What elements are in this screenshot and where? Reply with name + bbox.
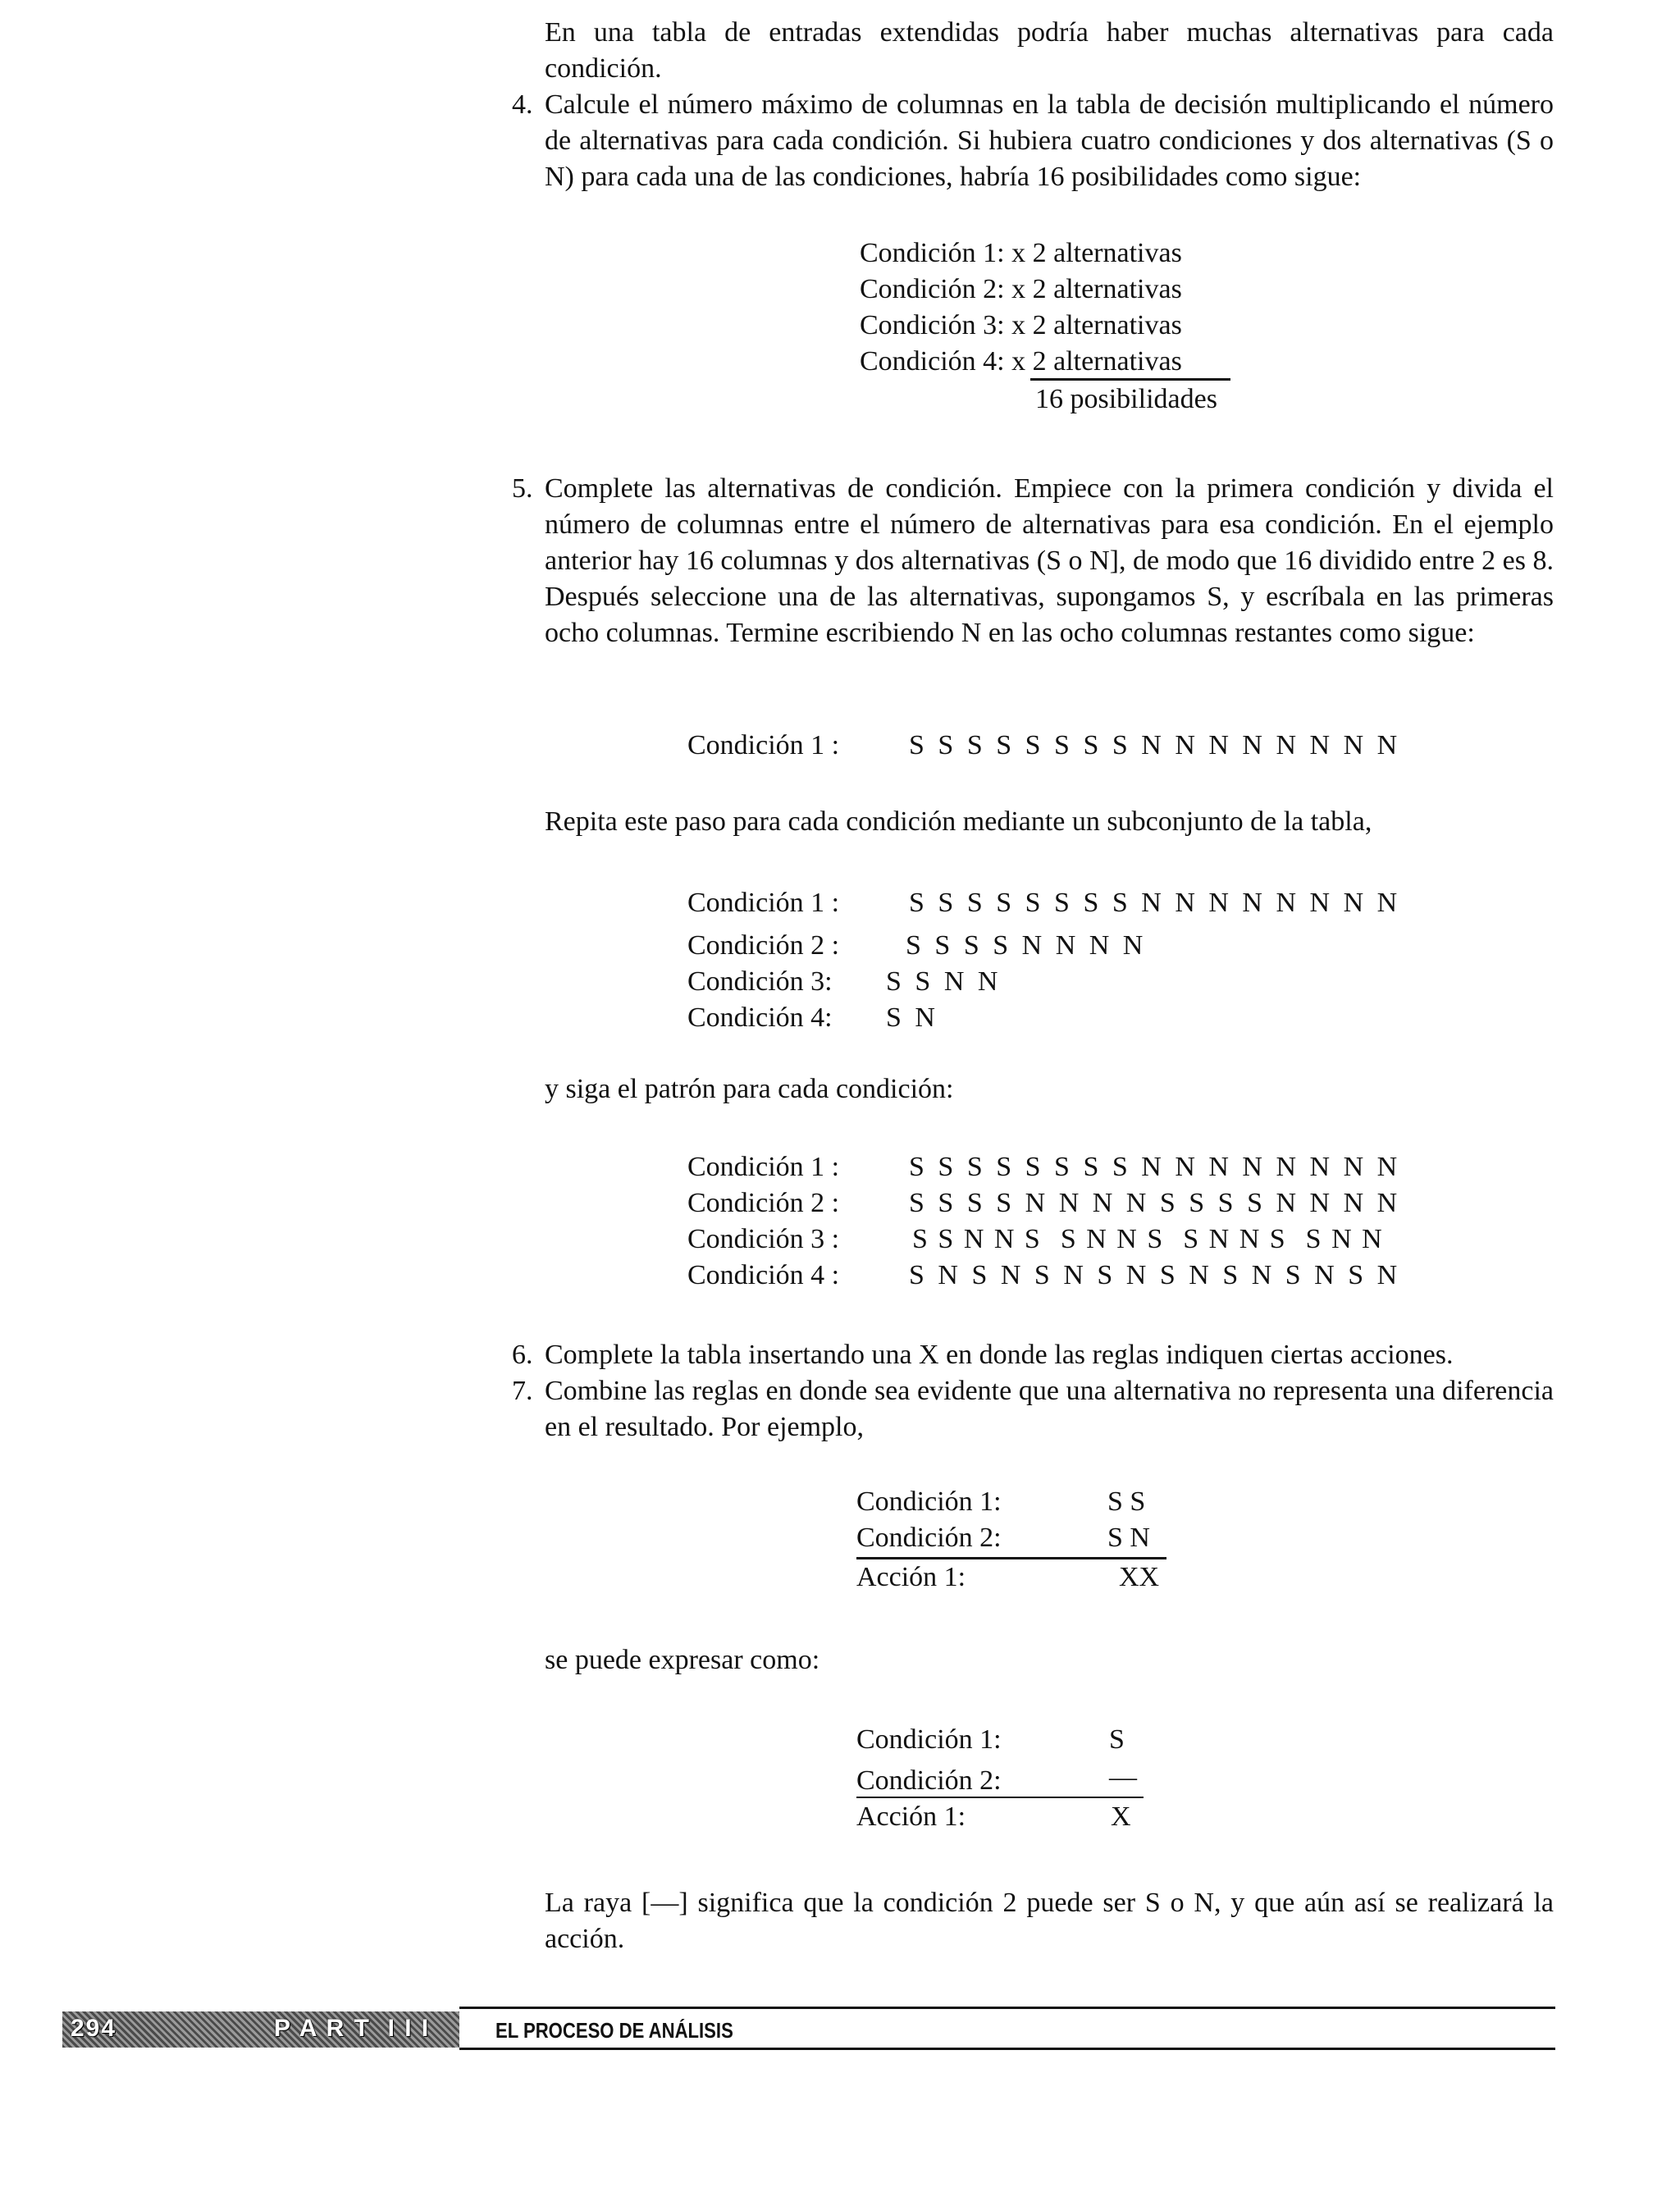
dash-explanation: La raya [—] significa que la condición 2 puede ser S o N, y que aún así se realizará la acción. (545, 1888, 1554, 1954)
footer-section-title: EL PROCESO DE ANÁLISIS (495, 2018, 733, 2043)
footer-part-label: P A R T I I I (274, 2015, 431, 2042)
before-sum-rule (856, 1557, 1166, 1559)
before-label-1: Condición 1: (856, 1486, 1002, 1517)
before-label-2: Condición 2: (856, 1523, 1002, 1553)
calc-total: 16 posibilidades (1035, 384, 1217, 414)
full-values-3: S S N N S S N N S S N N S S N N (912, 1224, 1382, 1254)
subset-label-3: Condición 3: (687, 966, 833, 997)
calc-row-2: Condición 2: x 2 alternativas (860, 274, 1182, 304)
subset-label-4: Condición 4: (687, 1002, 833, 1033)
footer-page-number: 294 (71, 2015, 117, 2042)
after-label-3: Acción 1: (856, 1801, 966, 1832)
intro-paragraph: En una tabla de entradas extendidas podría haber muchas alternativas para cada condición. (545, 17, 1554, 84)
after-value-2: — (1109, 1762, 1137, 1792)
after-sum-rule (856, 1797, 1144, 1798)
subset-label-2: Condición 2 : (687, 930, 840, 961)
step-5-number: 5. (512, 473, 533, 504)
express-text: se puede expresar como: (545, 1645, 820, 1675)
after-label-2: Condición 2: (856, 1765, 1002, 1796)
calc-row-4: Condición 4: x 2 alternativas (860, 346, 1182, 377)
full-values-2: S S S S N N N N S S S S N N N N (909, 1188, 1398, 1218)
calc-row-3: Condición 3: x 2 alternativas (860, 310, 1182, 340)
subset-values-2: S S S S N N N N (906, 930, 1144, 961)
full-values-1: S S S S S S S S N N N N N N N N (909, 1152, 1398, 1182)
repeat-text: Repita este paso para cada condición mediante un subconjunto de la tabla, (545, 806, 1372, 837)
footer-top-rule (459, 2007, 1555, 2009)
subset-values-3: S S N N (886, 966, 998, 997)
after-label-1: Condición 1: (856, 1724, 1002, 1755)
before-value-3: XX (1119, 1562, 1160, 1592)
step-6-number: 6. (512, 1340, 533, 1370)
calc-row-1: Condición 1: x 2 alternativas (860, 238, 1182, 268)
full-values-4: S N S N S N S N S N S N S N S N (909, 1260, 1398, 1290)
after-value-1: S (1109, 1724, 1125, 1755)
after-value-3: X (1111, 1801, 1131, 1832)
full-label-2: Condición 2 : (687, 1188, 840, 1218)
before-value-1: S S (1107, 1486, 1146, 1517)
before-value-2: S N (1107, 1523, 1150, 1553)
footer-bottom-rule (459, 2048, 1555, 2050)
example1-values: S S S S S S S S N N N N N N N N (909, 730, 1398, 760)
full-label-4: Condición 4 : (687, 1260, 840, 1290)
step-4-text: Calcule el número máximo de columnas en la tabla de decisión multiplicando el número de alternativas para cada condición. Si hubiera cuatro condiciones y dos alternativas (S o N) para cada una de las condiciones, habría 16 posibilidades como sigue: (545, 89, 1554, 192)
step-4-number: 4. (512, 89, 533, 120)
subset-label-1: Condición 1 : (687, 888, 840, 918)
step-6-text: Complete la tabla insertando una X en donde las reglas indiquen ciertas acciones. (545, 1340, 1454, 1370)
subset-values-1: S S S S S S S S N N N N N N N N (909, 888, 1398, 918)
full-label-1: Condición 1 : (687, 1152, 840, 1182)
full-label-3: Condición 3 : (687, 1224, 840, 1254)
subset-values-4: S N (886, 1002, 935, 1033)
step-5-text: Complete las alternativas de condición. Empiece con la primera condición y divida el número de columnas entre el número de alternativas para esa condición. En el ejemplo anterior hay 16 columnas y dos alternativas (S o N], de modo que 16 dividido entre 2 es 8. Después seleccione una de las alternativas, supongamos S, y escríbala en las primeras ocho columnas. Termine escribiendo N en las ocho columnas restantes como sigue: (545, 473, 1554, 648)
example1-label: Condición 1 : (687, 730, 840, 760)
step-7-number: 7. (512, 1376, 533, 1406)
before-label-3: Acción 1: (856, 1562, 966, 1592)
pattern-text: y siga el patrón para cada condición: (545, 1074, 954, 1104)
calc-sum-rule (1030, 378, 1230, 381)
step-7-text: Combine las reglas en donde sea evidente que una alternativa no representa una diferencia en el resultado. Por ejemplo, (545, 1376, 1554, 1442)
